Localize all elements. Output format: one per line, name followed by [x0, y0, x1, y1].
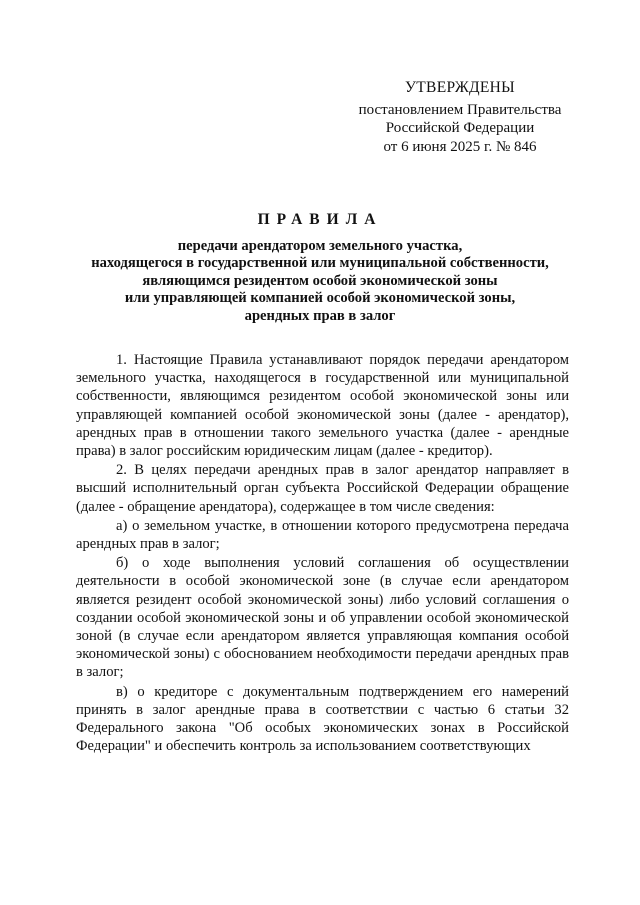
document-subtitle: [60, 238, 580, 325]
paragraph-2: 2. В целях передачи арендных прав в залог арендатор направляет в высший исполнительный орган субъекта Российской Федерации обращение (далее - обращение арендатора), содержащее в том числе сведения:: [76, 462, 569, 515]
approval-line-2: Российской Федерации: [385, 120, 535, 136]
subtitle-line: передачи арендатором земельного участка,: [177, 238, 463, 254]
subparagraph-b: б) о ходе выполнения условий соглашения об осуществлении деятельности в особой экономической зоне (в случае если арендатором является резидент особой экономической зоны) либо условий соглашения о создании особой экономической зоны и об управлении особой экономической зоной (в случае если арендатором является управляющая компания особой экономической зоны) с обоснованием необходимости передачи арендных прав в залог;: [76, 555, 569, 681]
approval-stamp: [340, 79, 580, 156]
subtitle-line: являющимся резидентом особой экономической зоны: [142, 272, 498, 289]
approval-line-3: от 6 июня 2025 г. № 846: [383, 138, 537, 155]
subparagraph-v: в) о кредиторе с документальным подтверждением его намерений принять в залог арендные права в соответствии с частью 6 статьи 32 Федерального закона "Об особых экономических зонах в Российской Федерации" и обеспечить контроль за использованием соответствующих: [76, 683, 569, 755]
subtitle-line: находящегося в государственной или муниципальной собственности,: [91, 255, 549, 272]
approval-line-1: постановлением Правительства: [358, 101, 562, 118]
approval-heading: УТВЕРЖДЕНЫ: [405, 79, 515, 96]
document-title: ПРАВИЛА: [257, 211, 383, 228]
paragraph-1: 1. Настоящие Правила устанавливают порядок передачи арендатором земельного участка, находящегося в государственной или муниципальной собственности, являющимся резидентом особой экономической зоны или управляющей компанией особой экономической зоны (далее - арендатор), арендных прав в отношении такого земельного участка (далее - арендные права) в залог российским юридическим лицам (далее - кредитор).: [76, 352, 569, 460]
subparagraph-a: а) о земельном участке, в отношении которого предусмотрена передача арендных прав в залог;: [76, 517, 569, 553]
subtitle-line: арендных прав в залог: [244, 307, 396, 324]
subtitle-line: или управляющей компанией особой экономической зоны,: [124, 290, 516, 307]
document-body: [76, 351, 569, 755]
